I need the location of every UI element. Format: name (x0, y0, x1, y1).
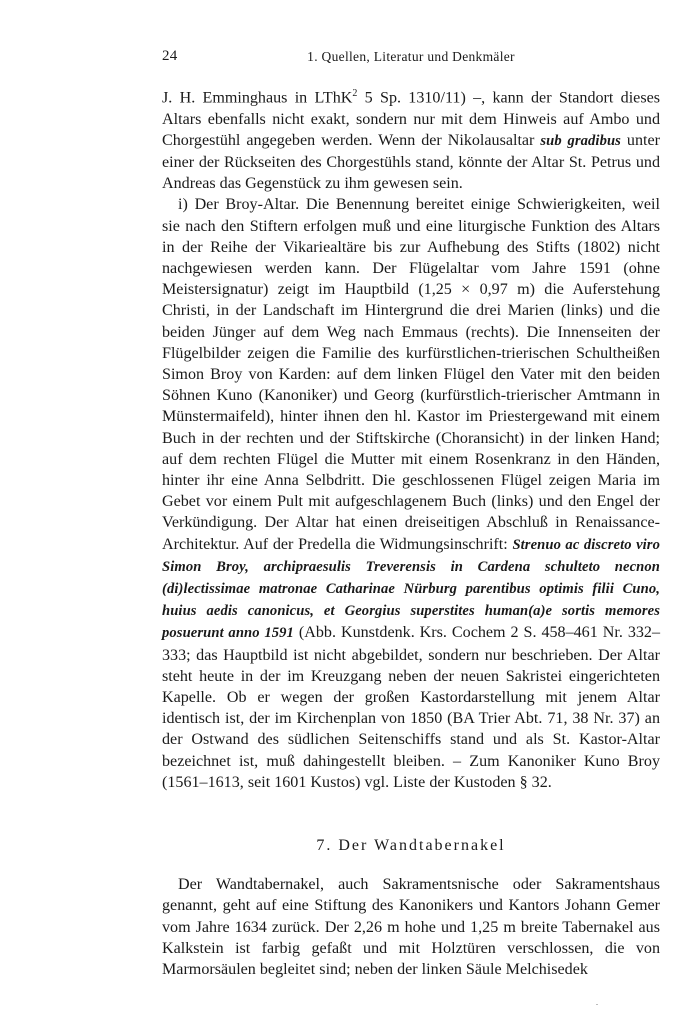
running-head: 1. Quellen, Literatur und Denkmäler (307, 49, 515, 64)
dedication-inscription: Strenuo ac discreto viro Simon Broy, archipraesulis Treverensis in Cardena schulteto necnon (di)lectissimae matronae Catharinae Nürburg parentibus optimis filii Cuno, huius aedis canonicus, et Georgius superstites human(a)e sortis memores posuerunt anno 1591 (162, 536, 660, 642)
paragraph-broy-altar (162, 194, 660, 793)
text-run: Der Wandtabernakel, auch Sakramentsnische oder Sakramentshaus genannt, geht auf eine Stiftung des Kanonikers und Kantors Johann Gemer vom Jahre 1634 zurück. Der 2,26 m hohe und 1,25 m breite Tabernakel aus Kalkstein ist farbig gefaßt und mit Holztüren verschlossen, die von Marmorsäulen begleitet sind; neben der linken Säule Melchisedek (162, 876, 660, 979)
page-number: 24 (162, 48, 178, 64)
latin-phrase: sub gradibus (540, 132, 621, 149)
section-heading: 7. Der Wandtabernakel (316, 837, 506, 855)
superscript: 2 (352, 88, 358, 99)
text-run: J. H. Emminghaus in LThK (162, 89, 353, 107)
paragraph-continuation (162, 83, 660, 194)
scan-speck (596, 1004, 598, 1005)
page-header (162, 48, 660, 68)
text-run: i) Der Broy-Altar. Die Benennung bereitet einige Schwierigkeiten, weil sie nach den Stiftern erfolgen muß und eine liturgische Funktion des Altars in der Reihe der Vikariealtäre bis zur Aufhebung des Stifts (1802) nicht nachgewiesen werden kann. Der Flügelaltar vom Jahre 1591 (ohne Meistersignatur) zeigt im Hauptbild (1,25 × 0,97 m) die Auferstehung Christi, in der Landschaft im Hintergrund die drei Marien (links) und die beiden Jünger auf dem Weg nach Emmaus (rechts). Die Innenseiten der Flügelbilder zeigen die Familie des kurfürstlichen-trierischen Schultheißen Simon Broy von Karden: auf dem linken Flügel den Vater mit den beiden Söhnen Kuno (Kanoniker) und Georg (kurfürstlich-trierischer Amtmann in Münstermaifeld), hinter ihnen den hl. Kastor im Priestergewand mit einem Buch in der rechten und der Stiftskirche (Choransicht) in der linken Hand; auf dem rechten Flügel die Mutter mit einem Rosenkranz in den Händen, hinter ihr eine Anna Selbdritt. Die geschlossenen Flügel zeigen Maria im Gebet vor einem Pult mit aufgeschlagenem Buch (links) und den Engel der Verkündigung. Der Altar hat einen dreiseitigen Abschluß in Renaissance-Architektur. Auf der Predella die Widmungsinschrift: (162, 196, 660, 553)
paragraph-wandtabernakel (162, 874, 660, 980)
body-text (162, 83, 660, 980)
text-run: 5 Sp. 1310/11) –, kann der Standort dieses Altars ebenfalls nicht exakt, sondern nur mit dem Hinweis auf Ambo und Chorgestühl angegeben werden. Wenn der Nikolausaltar (162, 89, 660, 149)
text-run: unter einer der Rückseiten des Chorgestühls stand, könnte der Altar St. Petrus und Andreas das Gegenstück zu ihm gewesen sein. (162, 131, 660, 193)
text-run: (Abb. Kunstdenk. Krs. Cochem 2 S. 458–461 Nr. 332–333; das Hauptbild ist nicht abgebildet, sondern nur beschrieben. Der Altar steht heute in der im Kreuzgang neben der neuen Sakristei eingerichteten Kapelle. Ob er wegen der großen Kastordarstellung mit jenem Altar identisch ist, der im Kirchenplan von 1850 (BA Trier Abt. 71, 38 Nr. 37) an der Ostwand des südlichen Seitenschiffs stand und als St. Kastor-Altar bezeichnet ist, muß dahingestellt bleiben. – Zum Kanoniker Kuno Broy (1561–1613, seit 1601 Kustos) vgl. Liste der Kustoden § 32. (162, 624, 661, 791)
